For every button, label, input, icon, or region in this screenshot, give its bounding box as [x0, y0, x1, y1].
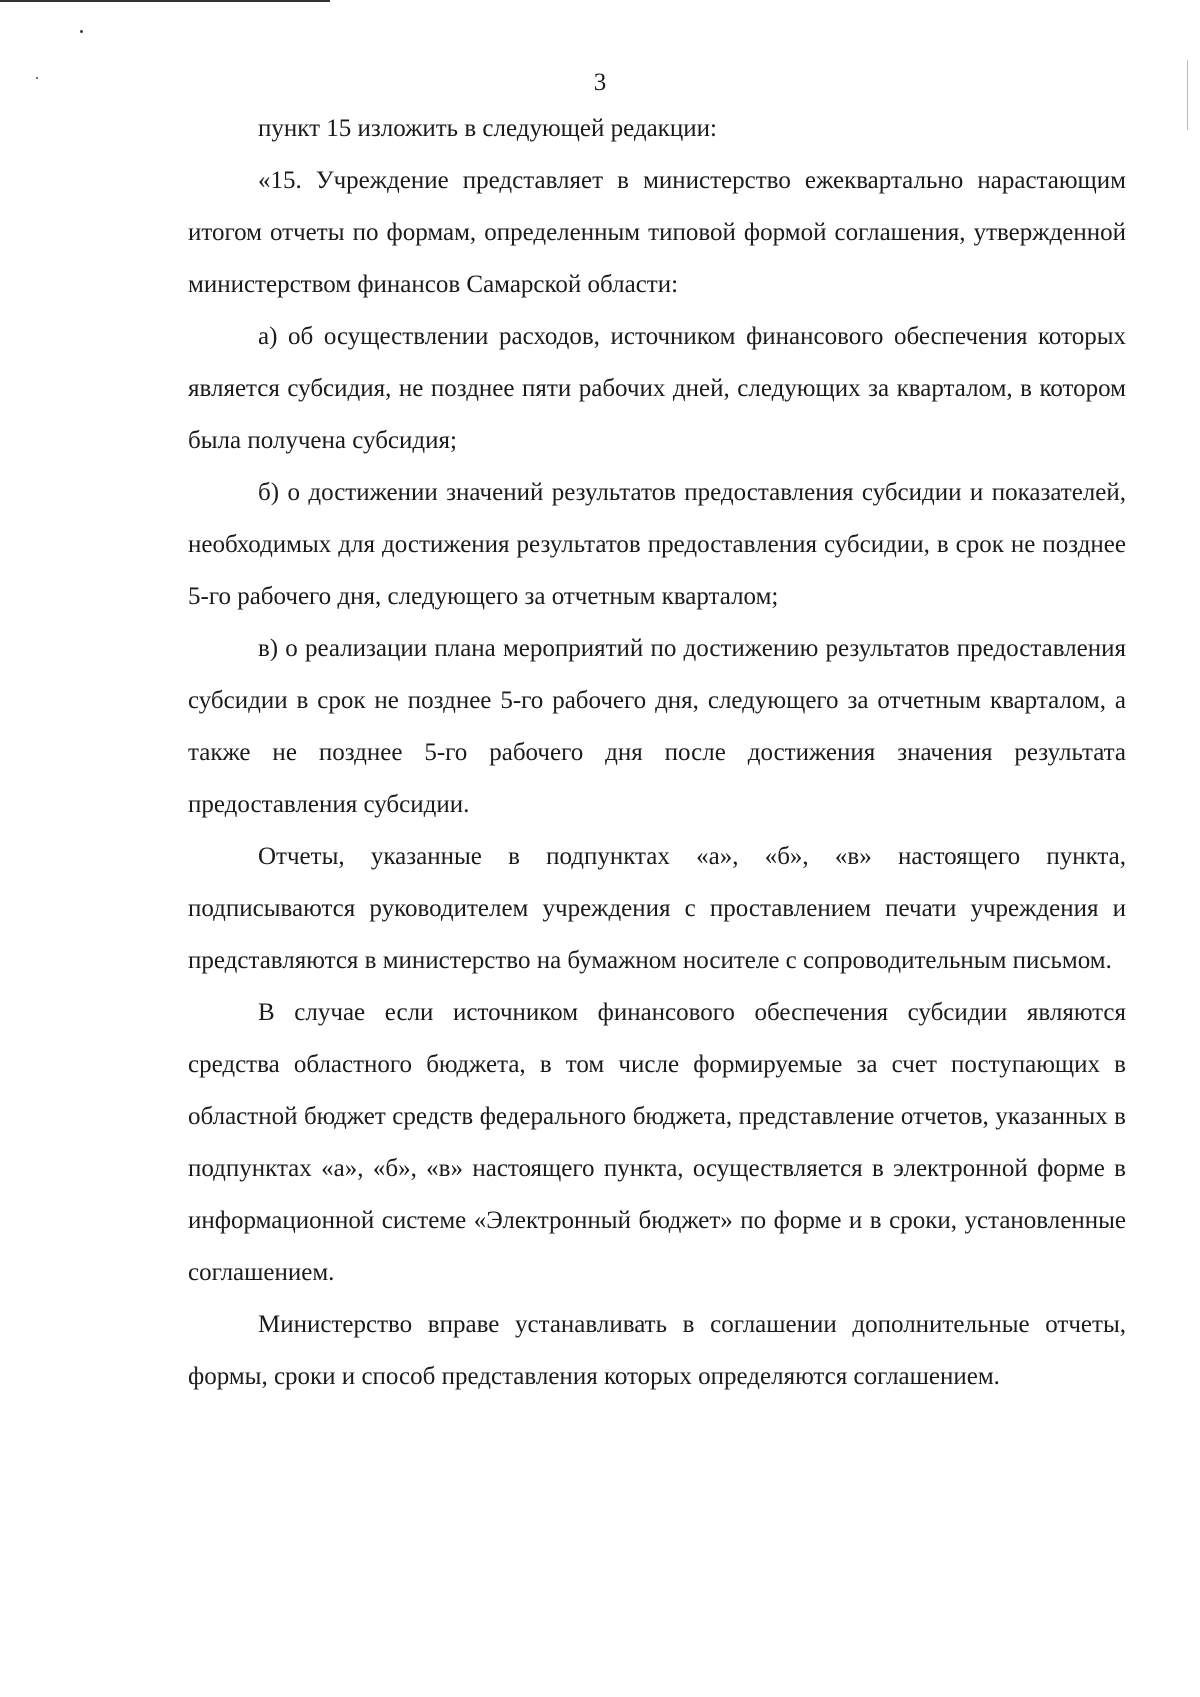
- paragraph-item-15: «15. Учреждение представляет в министерство ежеквартально нарастающим итогом отчеты по формам, определенным типовой формой соглашения, утвержденной министерством финансов Самарской области:: [188, 167, 1126, 298]
- paragraph-subitem-b: б) о достижении значений результатов предоставления субсидии и показателей, необходимых для достижения результатов предоставления субсидии, в срок не позднее 5-го рабочего дня, следующего за отчетным кварталом;: [188, 479, 1126, 610]
- document-body: [188, 103, 1126, 1403]
- paragraph-reports-signing: Отчеты, указанные в подпунктах «а», «б», «в» настоящего пункта, подписываются руководителем учреждения с проставлением печати учреждения и представляются в министерство на бумажном носителе с сопроводительным письмом.: [188, 843, 1126, 974]
- paragraph-subitem-v: в) о реализации плана мероприятий по достижению результатов предоставления субсидии в срок не позднее 5-го рабочего дня, следующего за отчетным кварталом, а также не позднее 5-го рабочего дня после достижения значения результата предоставления субсидии.: [188, 635, 1126, 818]
- paragraph-electronic-budget: В случае если источником финансового обеспечения субсидии являются средства областного бюджета, в том числе формируемые за счет поступающих в областной бюджет средств федерального бюджета, представление отчетов, указанных в подпунктах «а», «б», «в» настоящего пункта, осуществляется в электронной форме в информационной системе «Электронный бюджет» по форме и в сроки, установленные соглашением.: [188, 999, 1126, 1286]
- scan-speck: [80, 30, 83, 33]
- page-number: 3: [593, 69, 607, 96]
- paragraph-subitem-a: а) об осуществлении расходов, источником финансового обеспечения которых является субсидия, не позднее пяти рабочих дней, следующих за кварталом, в котором была получена субсидия;: [188, 323, 1126, 454]
- paragraph-additional-reports: Министерство вправе устанавливать в соглашении дополнительные отчеты, формы, сроки и способ представления которых определяются соглашением.: [188, 1311, 1126, 1390]
- scan-border-line: [0, 0, 330, 2]
- paragraph-intro: пункт 15 изложить в следующей редакции:: [258, 115, 717, 142]
